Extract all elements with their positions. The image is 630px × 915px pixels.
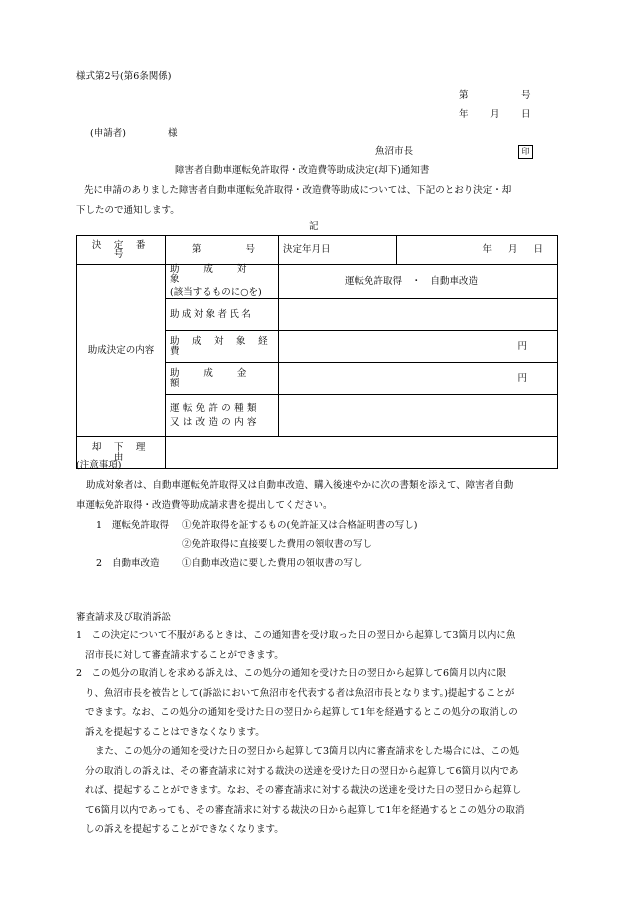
decision-number-cell: 第 号 bbox=[166, 236, 279, 265]
decision-date-cell: 年 月 日 bbox=[397, 236, 558, 265]
doc-number-go: 号 bbox=[521, 90, 531, 101]
appeal-line: れば、提起することができます。なお、その審査請求に対する裁決の送達を受けた日の翌日から起算し bbox=[85, 785, 522, 796]
appeal-line: また、この処分の通知を受けた日の翌日から起算して3箇月以内に審査請求をした場合には、この処 bbox=[95, 746, 520, 757]
amount-label: 助 成 金 額 bbox=[166, 363, 279, 395]
reject-reason-label: 却 下 理 由 bbox=[77, 437, 166, 469]
date-hi: 日 bbox=[521, 109, 531, 120]
notes-item-2-label: 自動車改造 bbox=[112, 558, 160, 569]
appeal-line: 分の取消しの訴えは、その審査請求に対する裁決の送達を受けた日の翌日から起算して6箇月以内であ bbox=[85, 765, 519, 777]
person-name-label: 助成対象者氏名 bbox=[166, 299, 279, 331]
license-label: 運転免許の種類 又は改造の内容 bbox=[166, 395, 279, 437]
ki-label: 記 bbox=[309, 221, 319, 232]
decision-table bbox=[76, 235, 558, 469]
decision-content-label: 助成決定の内容 bbox=[77, 265, 166, 437]
seal-stamp: 印 bbox=[518, 145, 533, 159]
expense-label: 助 成 対 象 経 費 bbox=[166, 331, 279, 363]
notes-heading: (注意事項) bbox=[76, 460, 122, 471]
subject-options: 運転免許取得 ・ 自動車改造 bbox=[279, 265, 558, 299]
appeal-line: て6箇月以内であっても、その審査請求に対する裁決の日から起算して1年を経過するとこの処分の取消 bbox=[85, 804, 525, 816]
appeal-line: り、魚沼市長を被告として(訴訟において魚沼市を代表する者は魚沼市長となります。)提起することが bbox=[85, 687, 515, 699]
notes-item-2-doc-1: ①自動車改造に要した費用の領収書の写し bbox=[182, 558, 363, 569]
appeal-line: 訴えを提起することはできなくなります。 bbox=[85, 726, 265, 738]
notes-item-1-label: 運転免許取得 bbox=[112, 520, 170, 531]
doc-number-dai: 第 bbox=[459, 90, 469, 101]
intro-line: 下したので通知します。 bbox=[76, 204, 180, 216]
appeal-paragraph-1 bbox=[76, 626, 556, 665]
applicant-sama: 様 bbox=[168, 128, 178, 139]
document-title: 障害者自動車運転免許取得・改造費等助成決定(却下)通知書 bbox=[175, 165, 430, 176]
appeal-line: しの訴えを提起することができなくなります。 bbox=[85, 824, 284, 835]
notes-item-1-doc-2: ②免許取得に直接要した費用の領収書の写し bbox=[182, 539, 373, 550]
appeal-line: 沼市長に対して審査請求することができます。 bbox=[85, 649, 284, 661]
notes-line: 助成対象者は、自動車運転免許取得又は自動車改造、購入後速やかに次の書類を添えて、障害者自動 bbox=[86, 480, 514, 491]
decision-number-label: 決 定 番 号 bbox=[77, 236, 166, 265]
expense-value: 円 bbox=[279, 331, 558, 363]
subject-label: 助 成 対 象 (該当するものに○を) bbox=[166, 265, 279, 299]
appeal-heading: 審査請求及び取消訴訟 bbox=[76, 612, 172, 623]
appeal-paragraph-3 bbox=[76, 742, 556, 840]
person-name-value bbox=[279, 299, 558, 331]
reject-reason-value bbox=[166, 437, 558, 469]
license-value bbox=[279, 395, 558, 437]
decision-date-label: 決定年月日 bbox=[279, 236, 397, 265]
intro-paragraph bbox=[76, 181, 556, 220]
appeal-line: できます。なお、この処分の通知を受けた日の翌日から起算して1年を経過するとこの処分の取消しの bbox=[85, 707, 518, 718]
issuer-name: 魚沼市長 bbox=[375, 146, 414, 157]
notes-item-1-doc-1: ①免許取得を証するもの(免許証又は合格証明書の写し) bbox=[182, 520, 418, 531]
notes-body bbox=[76, 476, 556, 515]
appeal-paragraph-2 bbox=[76, 664, 556, 742]
applicant-label: (申請者) bbox=[90, 128, 126, 139]
notes-item-2-num: 2 bbox=[96, 558, 103, 569]
notes-item-1-num: 1 bbox=[96, 520, 103, 531]
date-nen: 年 bbox=[459, 109, 469, 120]
form-label: 様式第2号(第6条関係) bbox=[76, 71, 172, 82]
appeal-line: 2 この処分の取消しを求める訴えは、この処分の通知を受けた日の翌日から起算して6箇月以内に限 bbox=[76, 668, 507, 679]
notes-line: 車運転免許取得・改造費等助成請求書を提出してください。 bbox=[76, 499, 333, 511]
intro-line: 先に申請のありました障害者自動車運転免許取得・改造費等助成については、下記のとおり決定・却 bbox=[84, 185, 512, 196]
amount-value: 円 bbox=[279, 363, 558, 395]
date-tsuki: 月 bbox=[490, 109, 500, 120]
appeal-line: 1 この決定について不服があるときは、この通知書を受け取った日の翌日から起算して3箇月以内に魚 bbox=[76, 630, 516, 641]
